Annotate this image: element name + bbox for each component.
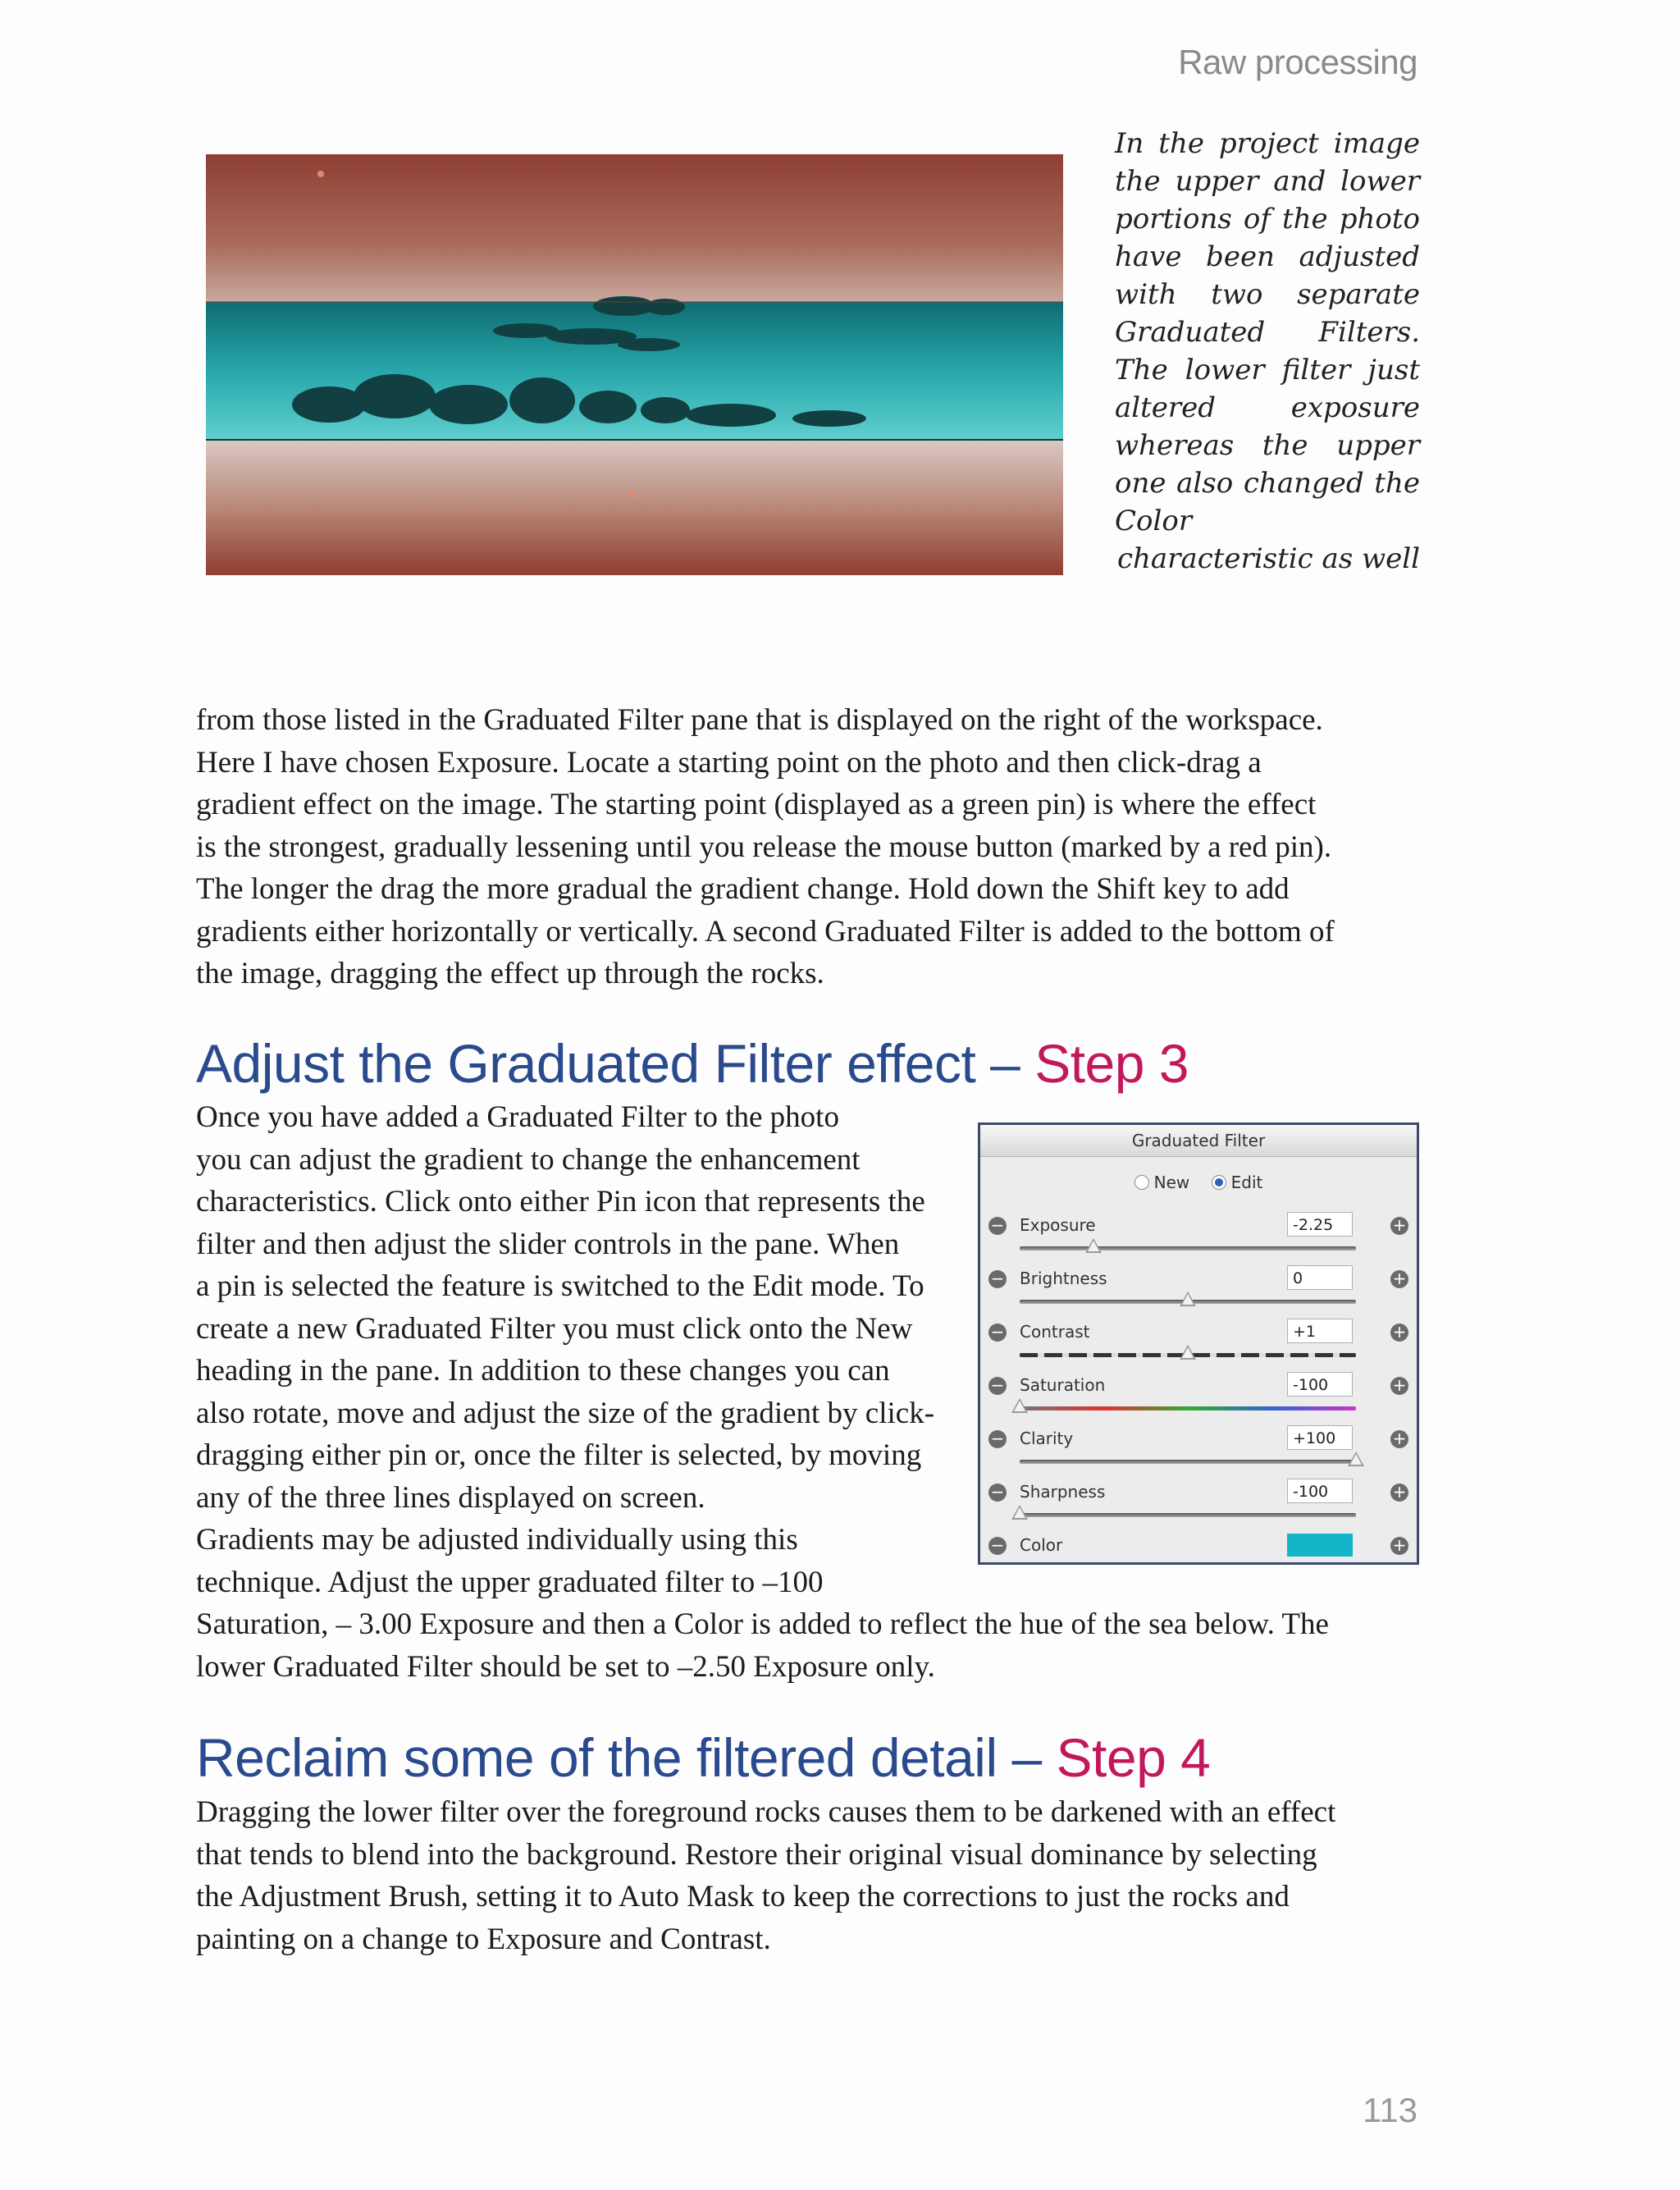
slider-thumb[interactable] bbox=[1011, 1398, 1028, 1413]
paragraph-line: painting on a change to Exposure and Contrast. bbox=[196, 1922, 771, 1956]
mode-selector bbox=[980, 1173, 1417, 1194]
graduated-filter-panel bbox=[978, 1122, 1419, 1565]
slider-value-field[interactable]: 0 bbox=[1287, 1265, 1353, 1290]
panel-title: Graduated Filter bbox=[980, 1125, 1417, 1157]
plus-icon[interactable]: + bbox=[1390, 1484, 1408, 1502]
paragraph-line: also rotate, move and adjust the size of the gradient by click- bbox=[196, 1396, 935, 1430]
slider-row-brightness bbox=[980, 1264, 1417, 1313]
color-row bbox=[980, 1530, 1417, 1580]
color-label: Color bbox=[1020, 1535, 1063, 1555]
slider-label: Contrast bbox=[1020, 1322, 1090, 1342]
slider-row-saturation bbox=[980, 1370, 1417, 1420]
mode-edit-option[interactable] bbox=[1212, 1173, 1263, 1192]
minus-icon[interactable]: − bbox=[988, 1537, 1007, 1555]
photo-caption bbox=[1115, 125, 1420, 578]
paragraph-line: dragging either pin or, once the filter is selected, by moving bbox=[196, 1438, 922, 1472]
paragraph-line: filter and then adjust the slider controls in the pane. When bbox=[196, 1227, 900, 1261]
minus-icon[interactable]: − bbox=[988, 1270, 1007, 1288]
paragraph-line: the Adjustment Brush, setting it to Auto Mask to keep the corrections to just the rocks and bbox=[196, 1880, 1290, 1913]
paragraph-line: Once you have added a Graduated Filter to the photo bbox=[196, 1100, 839, 1134]
slider-value-field[interactable]: -2.25 bbox=[1287, 1212, 1353, 1237]
paragraph-line: Saturation, – 3.00 Exposure and then a Color is added to reflect the hue of the sea below. The bbox=[196, 1607, 1329, 1641]
paragraph-line: lower Graduated Filter should be set to –2.50 Exposure only. bbox=[196, 1649, 935, 1684]
slider-row-contrast bbox=[980, 1317, 1417, 1366]
slider-track[interactable] bbox=[1020, 1406, 1356, 1410]
slider-row-exposure bbox=[980, 1210, 1417, 1260]
radio-new[interactable] bbox=[1134, 1175, 1149, 1190]
step4-title: Reclaim some of the filtered detail – bbox=[196, 1727, 1057, 1788]
slider-thumb[interactable] bbox=[1348, 1452, 1364, 1466]
slider-label: Brightness bbox=[1020, 1269, 1107, 1288]
minus-icon[interactable]: − bbox=[988, 1217, 1007, 1235]
slider-value-field[interactable]: +1 bbox=[1287, 1319, 1353, 1343]
plus-icon[interactable]: + bbox=[1390, 1217, 1408, 1235]
slider-thumb[interactable] bbox=[1180, 1292, 1196, 1306]
slider-label: Saturation bbox=[1020, 1375, 1106, 1395]
paragraph-line: create a new Graduated Filter you must click onto the New bbox=[196, 1311, 913, 1346]
caption-body: In the project image the upper and lower portions of the photo have been adjusted with two separate Graduated Filters. The lower filter just altered exposure whereas the upper one also changed the Color bbox=[1115, 127, 1420, 537]
seascape-photo bbox=[206, 154, 1063, 575]
step3-number: Step 3 bbox=[1034, 1033, 1189, 1094]
minus-icon[interactable]: − bbox=[988, 1377, 1007, 1395]
slider-value-field[interactable]: -100 bbox=[1287, 1372, 1353, 1397]
caption-last-line: characteristic as well bbox=[1116, 542, 1420, 575]
slider-thumb[interactable] bbox=[1011, 1505, 1028, 1520]
page-number: 113 bbox=[1363, 2091, 1418, 2129]
radio-edit[interactable] bbox=[1212, 1175, 1226, 1190]
plus-icon[interactable]: + bbox=[1390, 1377, 1408, 1395]
step4-paragraph bbox=[196, 1791, 1427, 1960]
slider-label: Exposure bbox=[1020, 1215, 1096, 1235]
slider-value-field[interactable]: +100 bbox=[1287, 1425, 1353, 1450]
paragraph-line: from those listed in the Graduated Filter pane that is displayed on the right of the workspace. bbox=[196, 703, 1323, 737]
paragraph-line: a pin is selected the feature is switched to the Edit mode. To bbox=[196, 1269, 924, 1303]
slider-label: Clarity bbox=[1020, 1429, 1074, 1448]
paragraph-line: that tends to blend into the background. Restore their original visual dominance by selecting bbox=[196, 1837, 1317, 1872]
paragraph-line: any of the three lines displayed on screen. bbox=[196, 1480, 705, 1515]
mode-new-label: New bbox=[1153, 1173, 1190, 1192]
minus-icon[interactable]: − bbox=[988, 1484, 1007, 1502]
slider-track[interactable] bbox=[1020, 1513, 1356, 1517]
plus-icon[interactable]: + bbox=[1390, 1324, 1408, 1342]
color-swatch[interactable] bbox=[1287, 1534, 1353, 1557]
mode-edit-label: Edit bbox=[1230, 1173, 1263, 1192]
section-header: Raw processing bbox=[1178, 43, 1418, 81]
step3-title: Adjust the Graduated Filter effect – bbox=[196, 1033, 1035, 1094]
slider-track[interactable] bbox=[1020, 1246, 1356, 1250]
slider-row-clarity bbox=[980, 1424, 1417, 1473]
step4-number: Step 4 bbox=[1056, 1727, 1211, 1788]
paragraph-line: Gradients may be adjusted individually using this bbox=[196, 1523, 798, 1557]
step3-heading bbox=[196, 1032, 1189, 1095]
step4-heading bbox=[196, 1726, 1210, 1789]
seascape-illustration bbox=[206, 154, 1063, 575]
slider-label: Sharpness bbox=[1020, 1482, 1106, 1502]
paragraph-line: you can adjust the gradient to change the enhancement bbox=[196, 1142, 861, 1177]
paragraph-line: characteristics. Click onto either Pin icon that represents the bbox=[196, 1185, 925, 1218]
slider-value-field[interactable]: -100 bbox=[1287, 1479, 1353, 1503]
paragraph-line: Dragging the lower filter over the foreground rocks causes them to be darkened with an effect bbox=[196, 1795, 1336, 1829]
slider-track[interactable] bbox=[1020, 1460, 1356, 1464]
slider-thumb[interactable] bbox=[1180, 1345, 1196, 1360]
paragraph-line: heading in the pane. In addition to these changes you can bbox=[196, 1354, 890, 1388]
paragraph-line: gradients either horizontally or vertically. A second Graduated Filter is added to the bottom of bbox=[196, 914, 1335, 949]
paragraph-line: gradient effect on the image. The starting point (displayed as a green pin) is where the effect bbox=[196, 788, 1317, 821]
paragraph-line: Here I have chosen Exposure. Locate a starting point on the photo and then click-drag a bbox=[196, 745, 1262, 780]
paragraph-line: the image, dragging the effect up through the rocks. bbox=[196, 957, 824, 990]
plus-icon[interactable]: + bbox=[1390, 1270, 1408, 1288]
slider-row-sharpness bbox=[980, 1477, 1417, 1526]
plus-icon[interactable]: + bbox=[1390, 1537, 1408, 1555]
paragraph-line: is the strongest, gradually lessening until you release the mouse button (marked by a red pin). bbox=[196, 830, 1332, 864]
intro-paragraph bbox=[196, 699, 1427, 995]
minus-icon[interactable]: − bbox=[988, 1324, 1007, 1342]
mode-new-option[interactable] bbox=[1134, 1173, 1190, 1192]
paragraph-line: technique. Adjust the upper graduated filter to –100 bbox=[196, 1565, 824, 1599]
slider-thumb[interactable] bbox=[1085, 1238, 1102, 1253]
paragraph-line: The longer the drag the more gradual the gradient change. Hold down the Shift key to add bbox=[196, 872, 1290, 906]
minus-icon[interactable]: − bbox=[988, 1430, 1007, 1448]
plus-icon[interactable]: + bbox=[1390, 1430, 1408, 1448]
